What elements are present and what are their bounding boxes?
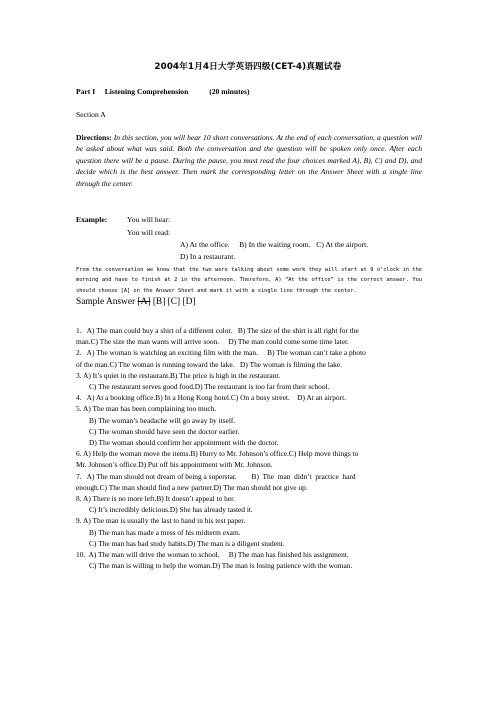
example-explanation: From the conversation we know that the two were talking about some work they will start at 9 o’clock in the morning and have to finish at 2 in the afternoon. Therefore, A) “At the office” is the correct answer. You should choose [A] on the Answer Sheet and mark it with a single line through the center. (76, 267, 422, 294)
question-line: D) The woman should confirm her appointment with the doctor. (89, 438, 279, 448)
part-name: Listening Comprehension (104, 87, 189, 96)
directions-paragraph (76, 132, 422, 189)
question-line: C) The man has bad study habits.D) The man is a diligent student. (89, 538, 285, 548)
question-line: 10. A) The man will drive the woman to school. B) The man has finished his assignment. (76, 550, 349, 560)
part-label: Part I (76, 87, 96, 96)
question-line: 7. A) The man should not dream of being a superstar. B) The man didn’t practice hard (76, 471, 356, 481)
question-line: C) It’s incredibly delicious.D) She has already tasted it. (89, 505, 253, 515)
example-options-line1: A) At the office. B) In the waiting room. C) At the airport. (180, 240, 369, 249)
question-line: C) The woman should have seen the doctor earlier. (89, 426, 240, 436)
question-line: 9. A) The man is usually the last to hand in his test paper. (76, 516, 246, 526)
example-read: You will read: (127, 228, 171, 237)
question-line: of the man.C) The woman is running toward the lake. D) The woman is filming the lake. (76, 359, 342, 369)
section-heading: Section A (76, 110, 106, 119)
directions-text: In this section, you will hear 10 short conversations. At the end of each conversation, a question will be asked about what was said. Both the conversation and the question will be spoken only once. After each question there will be a pause. During the pause, you must read the four choices marked A), B), C) and D), and decide which is the best answer. Then mark the corresponding letter on the Answer Sheet with a single line through the center. (76, 133, 423, 188)
question-line: 8. A) There is no more left.B) It doesn’t appeal to her. (76, 494, 235, 504)
question-list (76, 325, 422, 571)
question-line: 2. A) The woman is watching an exciting film with the man. B) The woman can’t take a photo (76, 348, 366, 358)
sample-answer-label: Sample Answer (76, 297, 136, 307)
question-line: 5. A) The man has been complaining too much. (76, 404, 217, 414)
question-line: 1. A) The man could buy a shirt of a different color. B) The size of the shirt is all right for the (76, 326, 359, 335)
question-line: C) The restaurant serves good food.D) The restaurant is too far from their school. (89, 382, 330, 392)
sample-answer-marked-a: [A] (137, 297, 151, 307)
directions-label: Directions: (76, 133, 112, 142)
sample-answer-others: [B] [C] [D] (152, 297, 196, 307)
question-line: man.C) The size the man wants will arrive soon. D) The man could come some time later. (76, 337, 349, 347)
question-line: 4. A) At a booking office.B) In a Hong Kong hotel.C) On a busy street. D) At an airport. (76, 393, 346, 403)
part-heading (76, 87, 250, 96)
question-line: Mr. Johnson’s office.D) Put off his appointment with Mr. Johnson. (76, 460, 273, 470)
example-options-line2: D) In a restaurant. (180, 252, 236, 261)
example-label: Example: (76, 215, 108, 224)
part-time: (20 minutes) (209, 87, 250, 96)
document-title: 2004年1月4日大学英语四级(CET-4)真题试卷 (154, 62, 342, 72)
question-line: 6. A) Help the woman move the items.B) Hurry to Mr. Johnson’s office.C) Help move things to (76, 449, 359, 459)
question-line: 3. A) It’s quiet in the restaurant.B) The price is high in the restaurant. (76, 370, 281, 380)
question-line: C) The man is willing to help the woman.D) The man is losing patience with the woman. (89, 561, 353, 571)
question-line: B) The man has made a mess of his midterm exam. (89, 527, 241, 537)
example-hear: You will hear: (127, 215, 171, 224)
question-line: enough.C) The man should find a new partner.D) The man should not give up. (76, 482, 308, 492)
question-line: B) The woman’s headache will go away by itself. (89, 415, 236, 425)
sample-answer (76, 297, 196, 307)
